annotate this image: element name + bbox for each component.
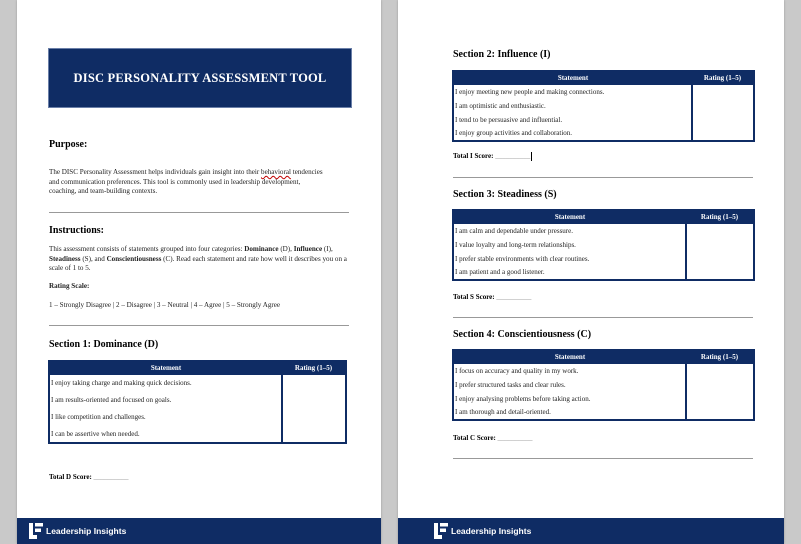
statement-cell: I am calm and dependable under pressure. [453, 224, 686, 238]
divider [49, 325, 349, 326]
section-1-table [48, 360, 347, 444]
statement-cell: I like competition and challenges. [49, 409, 282, 426]
statement-cell: I focus on accuracy and quality in my work. [453, 364, 686, 378]
section-3-table [452, 209, 755, 281]
rating-input-cell[interactable] [282, 375, 346, 443]
statement-cell: I can be assertive when needed. [49, 426, 282, 443]
leadership-insights-logo-icon [29, 523, 43, 539]
statement-header: Statement [453, 210, 686, 224]
leadership-insights-logo-icon [434, 523, 448, 539]
statement-cell: I am results-oriented and focused on goals. [49, 392, 282, 409]
divider [453, 317, 753, 318]
rating-scale-text: 1 – Strongly Disagree | 2 – Disagree | 3 – Neutral | 4 – Agree | 5 – Strongly Agree [49, 301, 281, 309]
brand-name: Leadership Insights [451, 526, 532, 536]
instructions-text: This assessment consists of statements grouped into four categories: Dominance (D), Influence (I), Steadiness (S), and Conscientiousness (C). Read each statement and rate how well it describes you on a scale of 1 to 5. [49, 245, 347, 273]
brand-name: Leadership Insights [46, 526, 127, 536]
text-cursor [531, 152, 532, 161]
statement-cell: I enjoy group activities and collaboration. [453, 127, 692, 141]
statement-cell: I value loyalty and long-term relationships. [453, 238, 686, 252]
rating-scale-label: Rating Scale: [49, 282, 90, 290]
document-title-banner [48, 48, 352, 108]
document-title: DISC PERSONALITY ASSESSMENT TOOL [73, 70, 327, 85]
statement-cell: I am thorough and detail-oriented. [453, 406, 686, 420]
statement-cell: I enjoy analysing problems before taking action. [453, 392, 686, 406]
page-footer [398, 518, 784, 544]
purpose-text: The DISC Personality Assessment helps individuals gain insight into their behavioral tendencies and communication preferences. This tool is commonly used in leadership development, coaching, and team-building contexts. [49, 168, 323, 196]
spelling-error-word[interactable]: behavioral [261, 168, 291, 176]
section-4-table [452, 349, 755, 421]
divider [49, 212, 349, 213]
rating-header: Rating (1–5) [686, 350, 754, 364]
divider [453, 177, 753, 178]
total-d-score[interactable]: Total D Score: __________ [49, 473, 129, 481]
page-footer [17, 518, 381, 544]
divider [453, 458, 753, 459]
document-page-2 [398, 0, 784, 544]
statement-cell: I enjoy meeting new people and making connections. [453, 85, 692, 99]
statement-cell: I prefer structured tasks and clear rules. [453, 378, 686, 392]
rating-input-cell[interactable] [686, 364, 754, 420]
rating-header: Rating (1–5) [692, 71, 754, 85]
section-3-title: Section 3: Steadiness (S) [453, 189, 557, 200]
statement-cell: I tend to be persuasive and influential. [453, 113, 692, 127]
section-2-table [452, 70, 755, 142]
statement-header: Statement [453, 71, 692, 85]
section-1-title: Section 1: Dominance (D) [49, 339, 159, 350]
statement-header: Statement [49, 361, 282, 375]
rating-input-cell[interactable] [692, 85, 754, 141]
instructions-heading: Instructions: [49, 225, 105, 236]
rating-input-cell[interactable] [686, 224, 754, 280]
rating-header: Rating (1–5) [282, 361, 346, 375]
total-s-score[interactable]: Total S Score: __________ [453, 293, 532, 301]
document-page-1 [17, 0, 381, 544]
rating-header: Rating (1–5) [686, 210, 754, 224]
section-4-title: Section 4: Conscientiousness (C) [453, 329, 592, 340]
statement-cell: I am optimistic and enthusiastic. [453, 99, 692, 113]
statement-cell: I enjoy taking charge and making quick decisions. [49, 375, 282, 392]
statement-cell: I am patient and a good listener. [453, 266, 686, 280]
statement-cell: I prefer stable environments with clear routines. [453, 252, 686, 266]
section-2-title: Section 2: Influence (I) [453, 49, 551, 60]
total-c-score[interactable]: Total C Score: __________ [453, 434, 533, 442]
statement-header: Statement [453, 350, 686, 364]
total-i-score[interactable]: Total I Score: __________ [453, 152, 531, 161]
purpose-heading: Purpose: [49, 139, 88, 150]
